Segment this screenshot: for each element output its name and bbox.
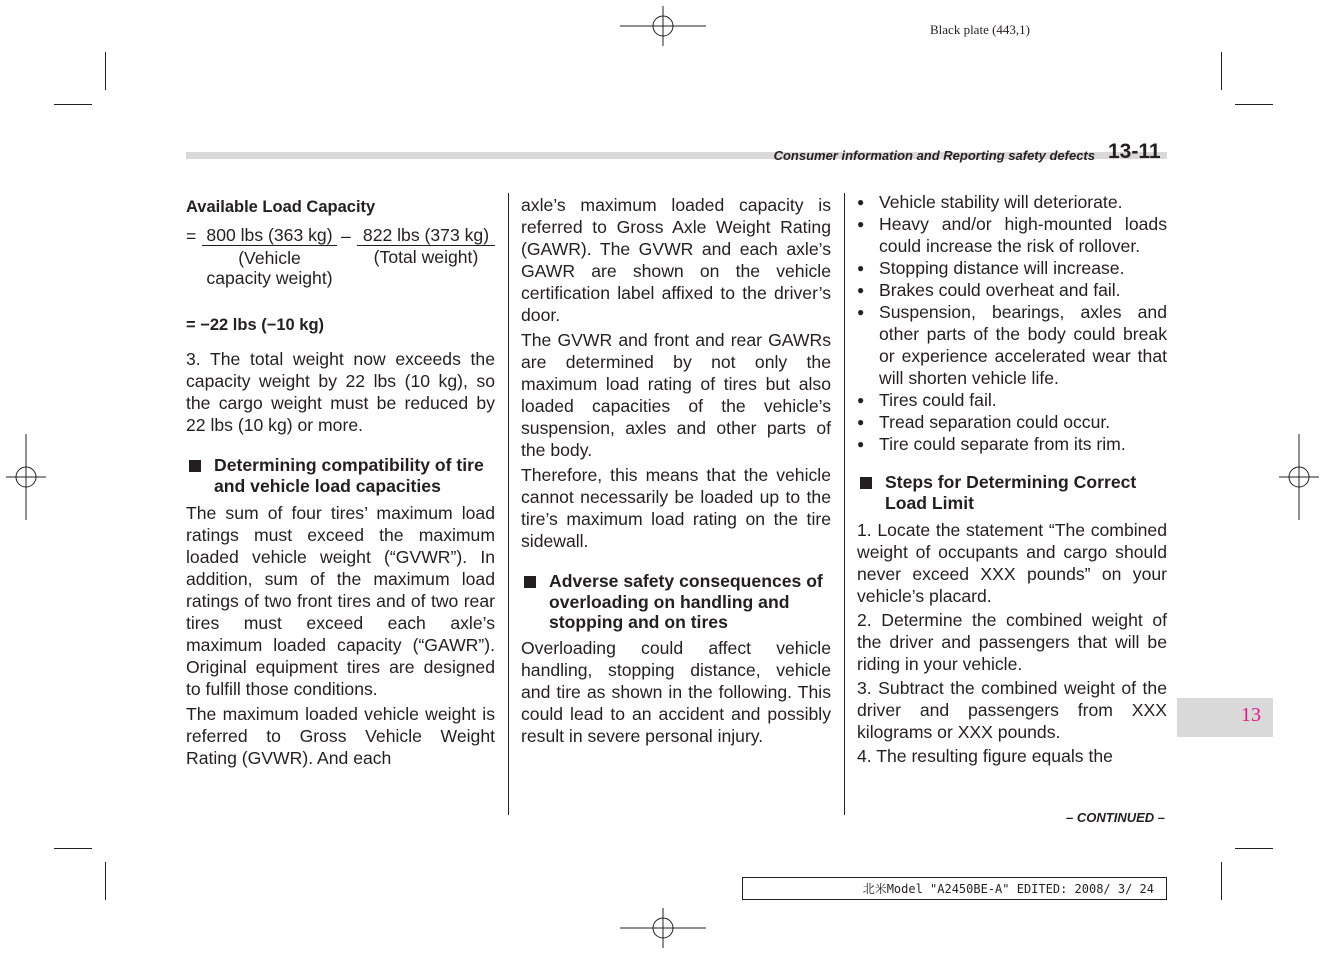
registration-mark-icon: [620, 908, 706, 948]
square-bullet-icon: [860, 477, 872, 489]
square-bullet-icon: [189, 460, 201, 472]
crop-mark: [1235, 104, 1273, 105]
formula-eq: =: [186, 226, 197, 246]
page-number: 13-11: [1108, 140, 1161, 163]
section-heading: [521, 571, 831, 633]
heading-text: Determining compatibility of tire and vehicle load capacities: [214, 455, 484, 496]
chapter-tab-number: 13: [1241, 704, 1261, 726]
column-2: [521, 194, 831, 747]
footer-box: [742, 877, 1167, 900]
formula: [186, 225, 495, 311]
crop-mark: [105, 52, 106, 90]
heading-text: Adverse safety consequences of overloading on handling and stopping and on tires: [549, 571, 823, 632]
section-heading: [857, 472, 1167, 513]
crop-mark: [1221, 862, 1222, 900]
formula-title: Available Load Capacity: [186, 198, 376, 216]
step-item: 4. The resulting figure equals the: [857, 746, 1113, 766]
square-bullet-icon: [524, 576, 536, 588]
bullet-dot-icon: ●: [857, 283, 865, 297]
chapter-tab: [1177, 698, 1273, 737]
bullet-dot-icon: ●: [857, 437, 865, 451]
step-item: 2. Determine the combined weight of the driver and passengers that will be riding in your vehicle.: [857, 610, 1167, 674]
paragraph: The maximum loaded vehicle weight is referred to Gross Vehicle Weight Rating (GVWR). And each: [186, 704, 495, 768]
column-3: [857, 191, 1167, 767]
formula-value-2: 822 lbs (373 kg): [357, 225, 495, 246]
paragraph: axle’s maximum loaded capacity is referred to Gross Axle Weight Rating (GAWR). The GVWR and each axle’s GAWR are shown on the vehicle certification label affixed to the driver’s door.: [521, 195, 831, 325]
list-item: ● Heavy and/or high-mounted loads could increase the risk of rollover.: [857, 214, 1167, 256]
registration-mark-icon: [6, 434, 46, 520]
formula-value-1: 800 lbs (363 kg): [202, 225, 337, 246]
crop-mark: [54, 848, 92, 849]
column-divider: [844, 193, 845, 815]
list-item: ● Brakes could overheat and fail.: [857, 280, 1121, 300]
crop-mark: [1235, 848, 1273, 849]
crop-mark: [105, 862, 106, 900]
crop-mark: [54, 104, 92, 105]
step-item: 3. Subtract the combined weight of the driver and passengers from XXX kilograms or XXX pounds.: [857, 678, 1167, 742]
list-item: ● Stopping distance will increase.: [857, 258, 1125, 278]
list-item: ● Tires could fail.: [857, 390, 997, 410]
bullet-dot-icon: ●: [857, 195, 865, 209]
list-item: ● Tread separation could occur.: [857, 412, 1111, 432]
formula-label-1b: capacity weight): [206, 268, 333, 288]
bullet-dot-icon: ●: [857, 261, 865, 275]
paragraph: Overloading could affect vehicle handling, stopping distance, vehicle and tire as shown in the following. This could lead to an accident and possibly result in severe personal injury.: [521, 637, 831, 746]
crop-mark: [1221, 52, 1222, 90]
paragraph: The sum of four tires’ maximum load ratings must exceed the maximum loaded vehicle weight (“GVWR”). In addition, sum of the maximum load ratings of two front tires and of two rear tires must exceed each axle’s maximum loaded capacity (“GAWR”). Original equipment tires are designed to fulfill those conditions.: [186, 503, 495, 699]
plate-label: Black plate (443,1): [930, 22, 1030, 37]
step-item: 1. Locate the statement “The combined weight of occupants and cargo should never exceed XXX pounds” on your vehicle’s placard.: [857, 520, 1167, 606]
bullet-dot-icon: ●: [857, 305, 865, 319]
list-item: ● Tire could separate from its rim.: [857, 434, 1126, 454]
list-item: ● Suspension, bearings, axles and other parts of the body could break or experience accelerated wear that will shorten vehicle life.: [857, 302, 1167, 388]
registration-mark-icon: [620, 6, 706, 46]
section-heading: [186, 455, 495, 496]
continued-label: – CONTINUED –: [1066, 810, 1165, 825]
formula-minus: –: [341, 226, 351, 246]
paragraph: Therefore, this means that the vehicle cannot necessarily be loaded up to the tire’s maximum load rating on the tire sidewall.: [521, 465, 831, 551]
column-1: [186, 196, 495, 769]
list-item: ● Vehicle stability will deteriorate.: [857, 192, 1123, 212]
footer-text: 北米Model "A2450BE-A" EDITED: 2008/ 3/ 24: [862, 882, 1154, 896]
column-divider: [508, 193, 509, 815]
bullet-dot-icon: ●: [857, 415, 865, 429]
formula-result: = −22 lbs (−10 kg): [186, 316, 325, 334]
formula-label-2: (Total weight): [373, 247, 479, 267]
registration-mark-icon: [1279, 434, 1319, 520]
paragraph: 3. The total weight now exceeds the capacity weight by 22 lbs (10 kg), so the cargo weight must be reduced by 22 lbs (10 kg) or more.: [186, 349, 495, 435]
heading-text: Steps for Determining Correct Load Limit: [885, 472, 1137, 513]
header-title: Consumer information and Reporting safety defects: [773, 148, 1095, 163]
bullet-dot-icon: ●: [857, 217, 865, 231]
formula-label-1a: (Vehicle: [238, 248, 301, 268]
paragraph: The GVWR and front and rear GAWRs are determined by not only the maximum load rating of tires but also loaded capacities of the vehicle’s suspension, axles and other parts of the body.: [521, 330, 831, 460]
bullet-dot-icon: ●: [857, 393, 865, 407]
